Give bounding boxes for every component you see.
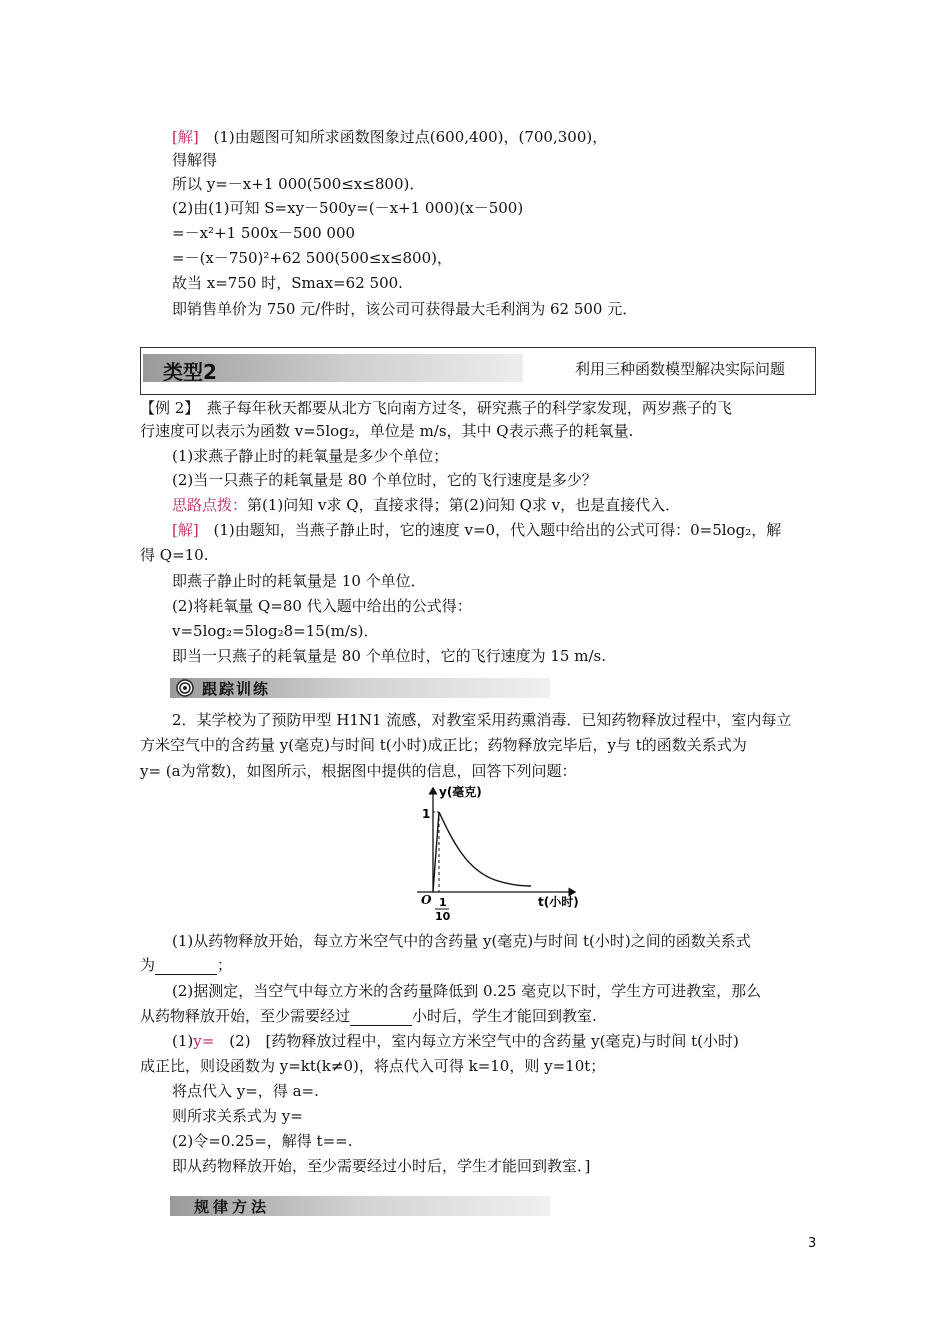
- example2-solution-line3: 即燕子静止时的耗氧量是 10 个单位．: [172, 572, 426, 590]
- solution1-line8: 即销售单价为 750 元/件时，该公司可获得最大毛利润为 62 500 元．: [172, 300, 638, 318]
- practice-question-line2: 方米空气中的含药量 y(毫克)与时间 t(小时)成正比；药物释放完毕后，y与 t的函数关系式为: [140, 736, 747, 754]
- decay-graph: [395, 782, 585, 922]
- solution1-line4: (2)由(1)可知 S=xy－500y=(－x+1 000)(x－500): [172, 199, 524, 217]
- solution-tag: [解]: [172, 128, 199, 146]
- solution1-line2: 得解得: [172, 151, 218, 169]
- example2-line2: 行速度可以表示为函数 v=5log₂，单位是 m/s，其中 Q表示燕子的耗氧量.: [140, 422, 634, 440]
- solution-tag: [解]: [172, 521, 199, 539]
- answer-line3: 将点代入 y=，得 a=.: [172, 1082, 319, 1100]
- answer-line2: 成正比，则设函数为 y=kt(k≠0)，将点代入可得 k=10，则 y=10t；: [140, 1057, 606, 1075]
- subquestion1-suffix: ；: [217, 956, 233, 974]
- origin-label: O: [421, 893, 432, 907]
- practice-question-line1: 2．某学校为了预防甲型 H1N1 流感，对教室采用药熏消毒．已知药物释放过程中，室内每立: [172, 711, 792, 729]
- solution1-line1: [172, 127, 607, 147]
- target-icon: [176, 679, 194, 697]
- solution-text: (1)由题图可知所求函数图象过点(600,400)，(700,300)，: [213, 128, 608, 146]
- example2-hint: [172, 495, 680, 515]
- example2-solution-line5: v=5log₂=5log₂8=15(m/s)．: [172, 622, 379, 640]
- method-heading: 规律方法: [194, 1198, 271, 1216]
- example2-solution-line6: 即当一只燕子的耗氧量是 80 个单位时，它的飞行速度为 15 m/s.: [172, 647, 606, 665]
- answer-line6: 即从药物释放开始，至少需要经过小时后，学生才能回到教室．]: [172, 1157, 591, 1175]
- method-heading-bar: [170, 1196, 550, 1216]
- answer-blank-2: [350, 1011, 412, 1026]
- subquestion1-prefix: 为: [140, 956, 156, 974]
- example2-solution-line2: 得 Q=10.: [140, 546, 209, 564]
- y-tick-label: 1: [422, 807, 431, 821]
- practice-heading: 跟踪训练: [202, 680, 271, 698]
- x-tick-denominator: 10: [435, 910, 451, 922]
- answer-line5: (2)令=0.25=，解得 t==.: [172, 1132, 353, 1150]
- x-axis-label: t(小时): [538, 895, 579, 909]
- x-tick-numerator: 1: [439, 896, 447, 909]
- example2-question1: (1)求燕子静止时的耗氧量是多少个单位；: [172, 447, 449, 465]
- answer-line4: 则所求关系式为 y=: [172, 1107, 303, 1125]
- decay-curve: [439, 812, 531, 886]
- solution-text: (1)由题知，当燕子静止时，它的速度 v=0，代入题中给出的公式可得：0=5log₂，解: [213, 521, 782, 539]
- hint-label: 思路点拨：: [172, 496, 248, 514]
- answer-prefix: (1): [172, 1032, 194, 1050]
- page-number: 3: [808, 1236, 817, 1251]
- subquestion2-line2: [140, 1006, 597, 1026]
- type-title: 利用三种函数模型解决实际问题: [574, 360, 785, 378]
- type-tag: [143, 354, 523, 382]
- solution1-line6: =－(x－750)²+62 500(500≤x≤800)，: [172, 249, 452, 267]
- subquestion1-line1: (1)从药物释放开始，每立方米空气中的含药量 y(毫克)与时间 t(小时)之间的函数关系式: [172, 932, 751, 950]
- answer-blank-1: [155, 960, 217, 975]
- subquestion1-line2: [140, 955, 232, 975]
- practice-heading-bar: [170, 678, 550, 698]
- example2-question2: (2)当一只燕子的耗氧量是 80 个单位时，它的飞行速度是多少？: [172, 471, 597, 489]
- example2-line1: 【例 2】 燕子每年秋天都要从北方飞向南方过冬，研究燕子的科学家发现，两岁燕子的飞: [140, 399, 732, 417]
- subquestion2-suffix: 小时后，学生才能回到教室.: [412, 1007, 597, 1025]
- subquestion2-line1: (2)据测定，当空气中每立方米的含药量降低到 0.25 毫克以下时，学生方可进教室，那么: [172, 982, 762, 1000]
- type-tag-label: 类型2: [163, 360, 217, 384]
- example2-solution-line4: (2)将耗氧量 Q=80 代入题中给出的公式得：: [172, 597, 472, 615]
- hint-text: 第(1)问知 v求 Q，直接求得；第(2)问知 Q求 v，也是直接代入．: [247, 496, 681, 514]
- example2-solution-line1: [172, 520, 781, 540]
- type-banner: [140, 347, 816, 395]
- answer-text: (2) [药物释放过程中，室内每立方米空气中的含药量 y(毫克)与时间 t(小时): [214, 1032, 739, 1050]
- answer-line1: [172, 1031, 739, 1051]
- solution1-line7: 故当 x=750 时，Smax=62 500.: [172, 274, 403, 292]
- subquestion2-prefix: 从药物释放开始，至少需要经过: [140, 1007, 351, 1025]
- solution1-line5: =－x²+1 500x－500 000: [172, 224, 356, 242]
- solution1-line3: 所以 y=－x+1 000(500≤x≤800)．: [172, 175, 425, 193]
- rising-segment: [433, 812, 439, 892]
- answer-highlight: y=: [193, 1032, 215, 1050]
- y-axis-label: y(毫克): [439, 785, 482, 799]
- practice-question-line3: y= (a为常数)，如图所示，根据图中提供的信息，回答下列问题：: [140, 762, 577, 780]
